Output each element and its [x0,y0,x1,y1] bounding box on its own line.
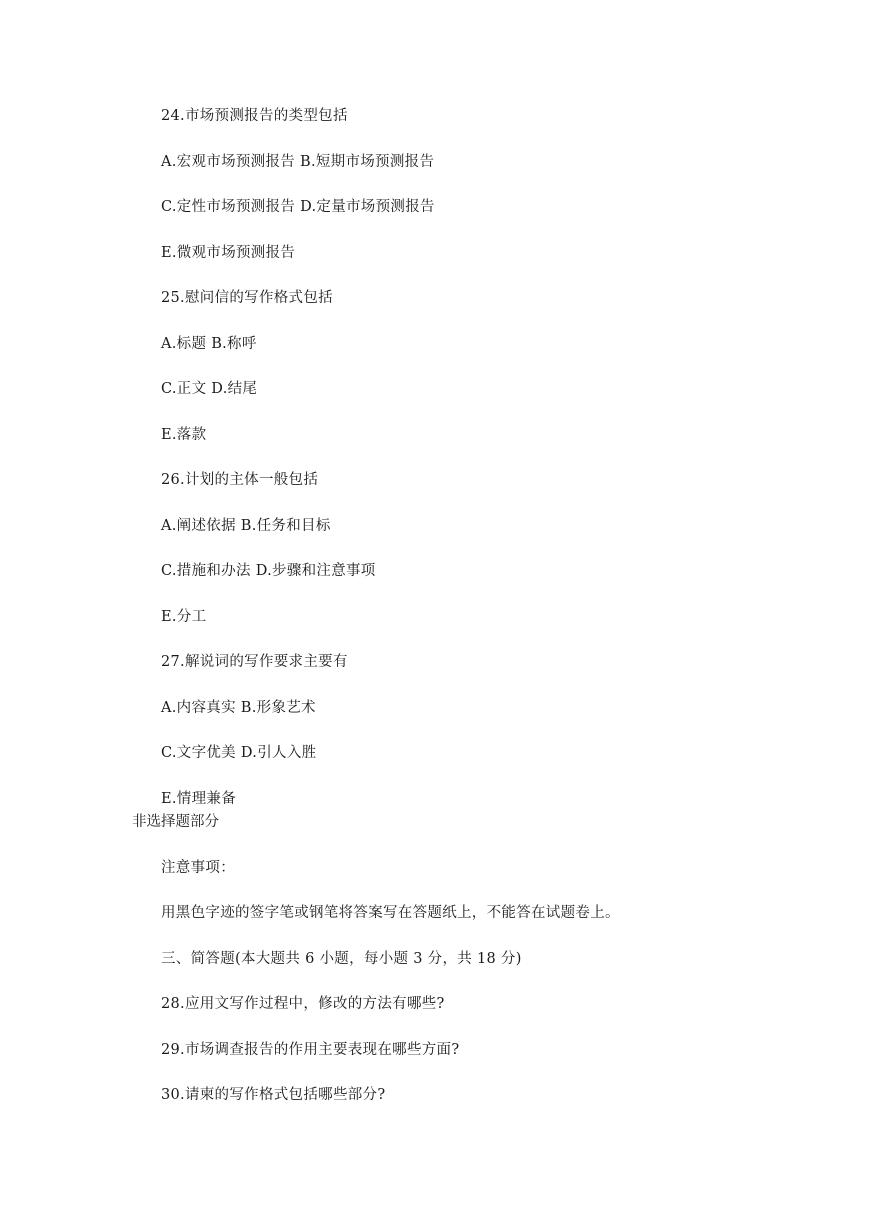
question-25-options-cd: C.正文 D.结尾 [161,381,258,397]
part-title-short-answer: 三、简答题(本大题共 6 小题，每小题 3 分，共 18 分) [161,951,522,967]
question-27-option-e: E.情理兼备 [161,791,236,807]
question-27-options-cd: C.文字优美 D.引人入胜 [161,745,317,761]
question-28: 28.应用文写作过程中，修改的方法有哪些? [161,996,445,1012]
question-24-option-e: E.微观市场预测报告 [161,245,296,261]
question-27-stem: 27.解说词的写作要求主要有 [161,654,348,670]
question-26-options-ab: A.阐述依据 B.任务和目标 [161,518,331,534]
section-heading-non-choice: 非选择题部分 [132,814,219,830]
question-24-options-cd: C.定性市场预测报告 D.定量市场预测报告 [161,199,435,215]
question-27-options-ab: A.内容真实 B.形象艺术 [161,700,316,716]
question-25-option-e: E.落款 [161,427,207,443]
notice-label: 注意事项： [161,860,235,876]
question-30: 30.请柬的写作格式包括哪些部分? [161,1087,386,1103]
question-24-stem: 24.市场预测报告的类型包括 [161,108,348,124]
question-26-options-cd: C.措施和办法 D.步骤和注意事项 [161,563,376,579]
question-25-options-ab: A.标题 B.称呼 [161,336,257,352]
question-29: 29.市场调查报告的作用主要表现在哪些方面? [161,1042,460,1058]
question-26-stem: 26.计划的主体一般包括 [161,472,319,488]
question-24-options-ab: A.宏观市场预测报告 B.短期市场预测报告 [161,154,435,170]
question-25-stem: 25.慰问信的写作格式包括 [161,290,333,306]
question-26-option-e: E.分工 [161,609,207,625]
notice-text: 用黑色字迹的签字笔或钢笔将答案写在答题纸上，不能答在试题卷上。 [161,905,620,921]
